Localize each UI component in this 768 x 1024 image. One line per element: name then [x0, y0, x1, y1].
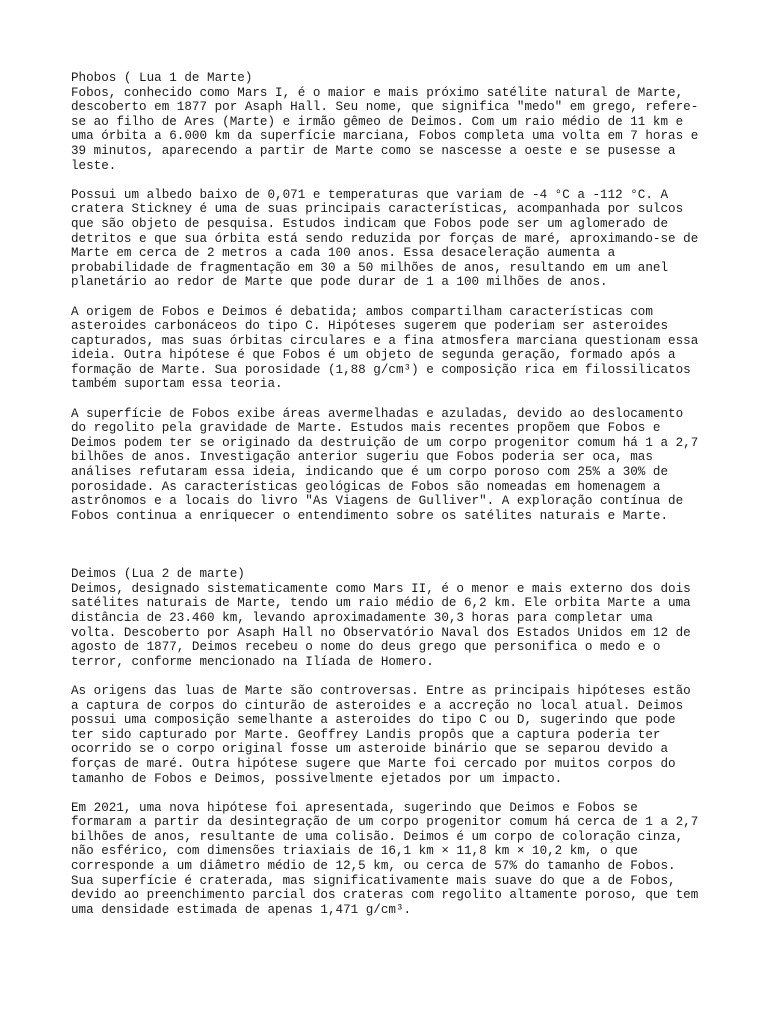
- text-line: capturados, mas suas órbitas circulares e a fina atmosfera marciana questionam essa: [71, 333, 699, 348]
- text-line: porosidade. As características geológicas de Fobos são nomeadas em homenagem a: [71, 479, 661, 494]
- deimos-section: [71, 567, 703, 917]
- text-line: satélites naturais de Marte, tendo um raio médio de 6,2 km. Ele orbita Marte a uma: [71, 596, 691, 611]
- text-line: ter sido capturado por Marte. Geoffrey Landis propôs que a captura poderia ter: [71, 727, 661, 742]
- text-line: também suportam essa teoria.: [71, 377, 283, 392]
- phobos-paragraph-4: [71, 407, 703, 524]
- text-line: planetário ao redor de Marte que pode durar de 1 a 100 milhões de anos.: [71, 275, 608, 290]
- phobos-paragraph-2: [71, 188, 703, 290]
- text-line: análises refutaram essa ideia, indicando que é um corpo poroso com 25% a 30% de: [71, 465, 669, 480]
- text-line: ideia. Outra hipótese é que Fobos é um objeto de segunda geração, formado após a: [71, 348, 676, 363]
- text-line: A origem de Fobos e Deimos é debatida; ambos compartilham características com: [71, 304, 653, 319]
- text-line: a captura de corpos do cinturão de asteroides e a accreção no local atual. Deimos: [71, 698, 684, 713]
- text-line: 39 minutos, aparecendo a partir de Marte como se nascesse a oeste e se pusesse a: [71, 143, 676, 158]
- phobos-section: [71, 71, 703, 523]
- phobos-paragraph-1: [71, 86, 703, 174]
- text-line: asteroides carbonáceos do tipo C. Hipóteses sugerem que poderiam ser asteroides: [71, 319, 669, 334]
- text-line: Fobos continua a enriquecer o entendimento sobre os satélites naturais e Marte.: [71, 508, 669, 523]
- text-line: cratera Stickney é uma de suas principais características, acompanhada por sulcos: [71, 202, 684, 217]
- text-line: uma órbita a 6.000 km da superfície marciana, Fobos completa uma volta em 7 horas e: [71, 129, 699, 144]
- text-line: Deimos podem ter se originado da destruição de um corpo progenitor comum há 1 a 2,7: [71, 435, 699, 450]
- section-spacer: [71, 538, 703, 567]
- text-line: A superfície de Fobos exibe áreas avermelhadas e azuladas, devido ao deslocamento: [71, 406, 684, 421]
- text-line: descoberto em 1877 por Asaph Hall. Seu nome, que significa "medo" em grego, refere-: [71, 100, 699, 115]
- phobos-paragraph-3: [71, 305, 703, 393]
- text-line: formaram a partir da desintegração de um corpo progenitor comum há cerca de 1 a 2,7: [71, 815, 699, 830]
- text-line: terror, conforme mencionado na Ilíada de Homero.: [71, 654, 434, 669]
- text-line: probabilidade de fragmentação em 30 a 50 milhões de anos, resultando em um anel: [71, 260, 669, 275]
- text-line: possui uma composição semelhante a asteroides do tipo C ou D, sugerindo que pode: [71, 713, 676, 728]
- text-line: devido ao preenchimento parcial dos crateras com regolito altamente poroso, que tem: [71, 888, 699, 903]
- text-line: do regolito pela gravidade de Marte. Estudos mais recentes propõem que Fobos e: [71, 421, 661, 436]
- text-line: tamanho de Fobos e Deimos, possivelmente ejetados por um impacto.: [71, 771, 563, 786]
- text-line: uma densidade estimada de apenas 1,471 g/cm³.: [71, 902, 412, 917]
- text-line: se ao filho de Ares (Marte) e irmão gêmeo de Deimos. Com um raio médio de 11 km e: [71, 114, 684, 129]
- text-line: volta. Descoberto por Asaph Hall no Observatório Naval dos Estados Unidos em 12 de: [71, 625, 691, 640]
- deimos-title: Deimos (Lua 2 de marte): [71, 567, 245, 582]
- deimos-paragraph-2: [71, 684, 703, 786]
- text-line: As origens das luas de Marte são controversas. Entre as principais hipóteses estão: [71, 683, 691, 698]
- text-line: que são objeto de pesquisa. Estudos indicam que Fobos pode ser um aglomerado de: [71, 216, 669, 231]
- text-line: astrônomos e a locais do livro "As Viagens de Gulliver". A exploração contínua de: [71, 494, 684, 509]
- phobos-title: Phobos ( Lua 1 de Marte): [71, 71, 253, 85]
- text-line: Em 2021, uma nova hipótese foi apresentada, sugerindo que Deimos e Fobos se: [71, 800, 638, 815]
- text-line: distância de 23.460 km, levando aproximadamente 30,3 horas para completar uma: [71, 610, 653, 625]
- text-line: bilhões de anos, resultante de uma colisão. Deimos é um corpo de coloração cinza,: [71, 829, 684, 844]
- document-page: [71, 71, 703, 932]
- text-line: ocorrido se o corpo original fosse um asteroide binário que se separou devido a: [71, 742, 669, 757]
- text-line: leste.: [71, 158, 117, 173]
- text-line: Marte em cerca de 2 metros a cada 100 anos. Essa desaceleração aumenta a: [71, 246, 616, 261]
- text-line: Sua superfície é craterada, mas significativamente mais suave do que a de Fobos,: [71, 873, 676, 888]
- text-line: Fobos, conhecido como Mars I, é o maior e mais próximo satélite natural de Marte,: [71, 85, 684, 100]
- text-line: bilhões de anos. Investigação anterior sugeriu que Fobos poderia ser oca, mas: [71, 450, 653, 465]
- text-line: não esférico, com dimensões triaxiais de 16,1 km × 11,8 km × 10,2 km, o que: [71, 844, 638, 859]
- deimos-paragraph-1: [71, 582, 703, 670]
- text-line: agosto de 1877, Deimos recebeu o nome do deus grego que personifica o medo e o: [71, 640, 661, 655]
- text-line: formação de Marte. Sua porosidade (1,88 g/cm³) e composição rica em filossilicatos: [71, 362, 691, 377]
- text-line: Possui um albedo baixo de 0,071 e temperaturas que variam de -4 °C a -112 °C. A: [71, 187, 669, 202]
- text-line: corresponde a um diâmetro médio de 12,5 km, ou cerca de 57% do tamanho de Fobos.: [71, 859, 676, 874]
- text-line: forças de maré. Outra hipótese sugere que Marte foi cercado por muitos corpos do: [71, 756, 676, 771]
- text-line: detritos e que sua órbita está sendo reduzida por forças de maré, aproximando-se de: [71, 231, 699, 246]
- deimos-paragraph-3: [71, 801, 703, 918]
- text-line: Deimos, designado sistematicamente como Mars II, é o menor e mais externo dos dois: [71, 581, 691, 596]
